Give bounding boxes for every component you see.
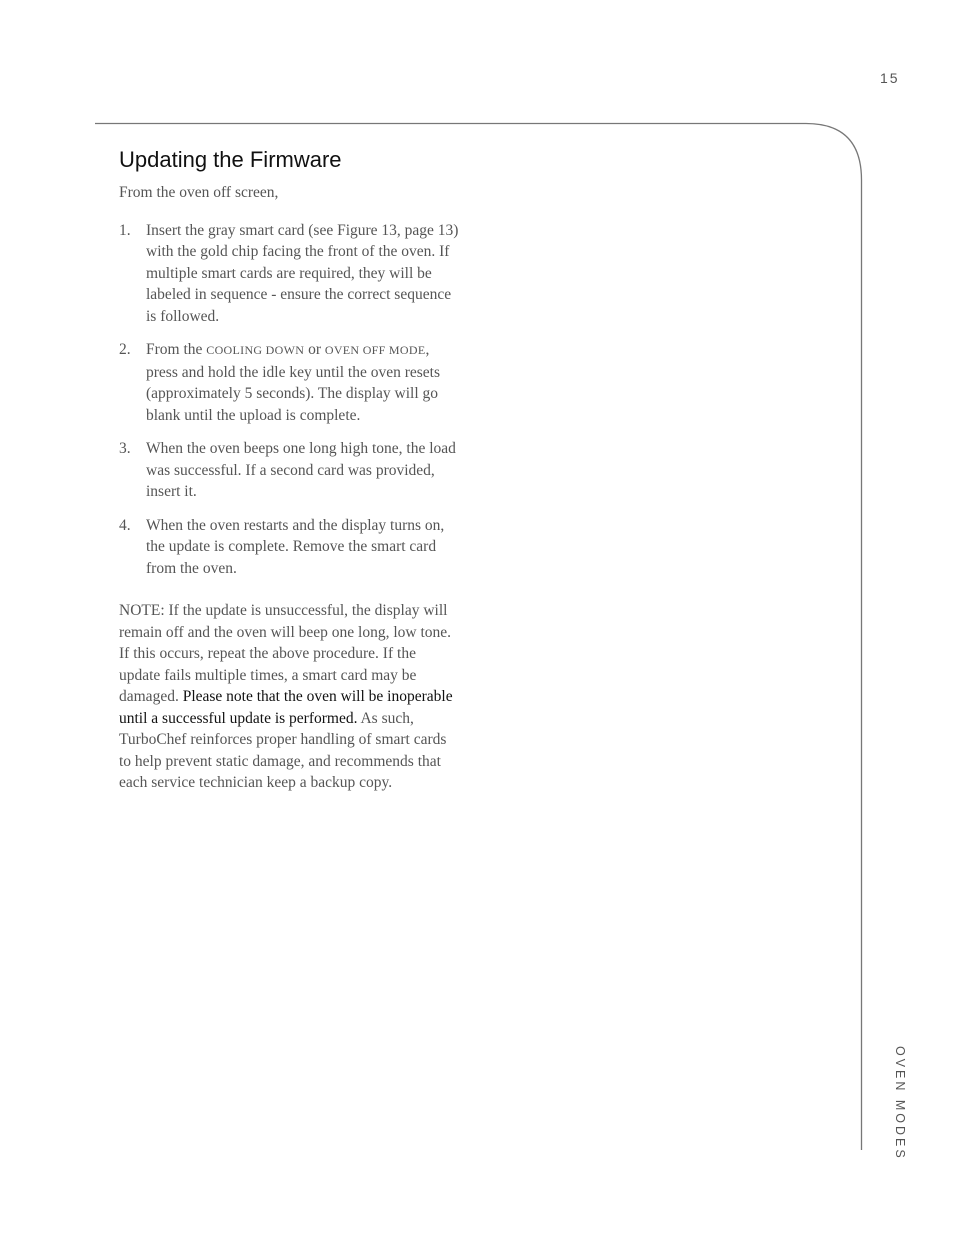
steps-list xyxy=(119,220,459,580)
section-title: Updating the Firmware xyxy=(119,147,342,172)
step-joiner: or xyxy=(304,341,325,358)
step-text: Insert the gray smart card (see Figure 13, page 13) with the gold chip facing the front of the oven. If multiple smart cards are required, they will be labeled in sequence - ensure the correct sequence is followed. xyxy=(146,221,459,325)
step-prefix: From the xyxy=(146,341,207,358)
note-text-end: As such, TurboChef reinforces proper handling of smart cards to help prevent static damage, and recommends that each service technician keep a backup copy. xyxy=(119,709,447,791)
mode-name-oven-off: OVEN OFF MODE xyxy=(324,343,426,357)
note-text-start: NOTE: If the update is unsuccessful, the display will remain off and the oven will beep one long, low tone. If this occurs, repeat the above procedure. If the update fails multiple times, a smart card may be damaged. xyxy=(119,602,452,705)
step-number: 1. xyxy=(119,221,131,239)
step-text xyxy=(146,341,440,424)
list-item xyxy=(119,220,459,328)
step-number: 4. xyxy=(119,516,131,534)
mode-name-cooling-down: COOLING DOWN xyxy=(206,343,305,357)
note-paragraph xyxy=(119,600,459,794)
step-text: When the oven beeps one long high tone, the load was successful. If a second card was provided, insert it. xyxy=(146,440,456,500)
side-section-label: OVEN MODES xyxy=(893,1046,907,1161)
note-emphasis: Please note that the oven will be inoperable until a successful update is performed. xyxy=(119,688,453,727)
intro-text: From the oven off screen, xyxy=(119,184,279,201)
step-number: 3. xyxy=(119,440,131,457)
list-item xyxy=(119,438,459,503)
step-suffix: , press and hold the idle key until the oven resets (approximately 5 seconds). The display will go blank until the upload is complete. xyxy=(146,341,441,424)
list-item xyxy=(119,339,459,426)
main-content xyxy=(119,144,459,794)
list-item xyxy=(119,515,459,580)
step-text: When the oven restarts and the display turns on, the update is complete. Remove the smart card from the oven. xyxy=(146,516,445,577)
page-number: 15 xyxy=(880,70,900,86)
step-number: 2. xyxy=(119,341,131,358)
